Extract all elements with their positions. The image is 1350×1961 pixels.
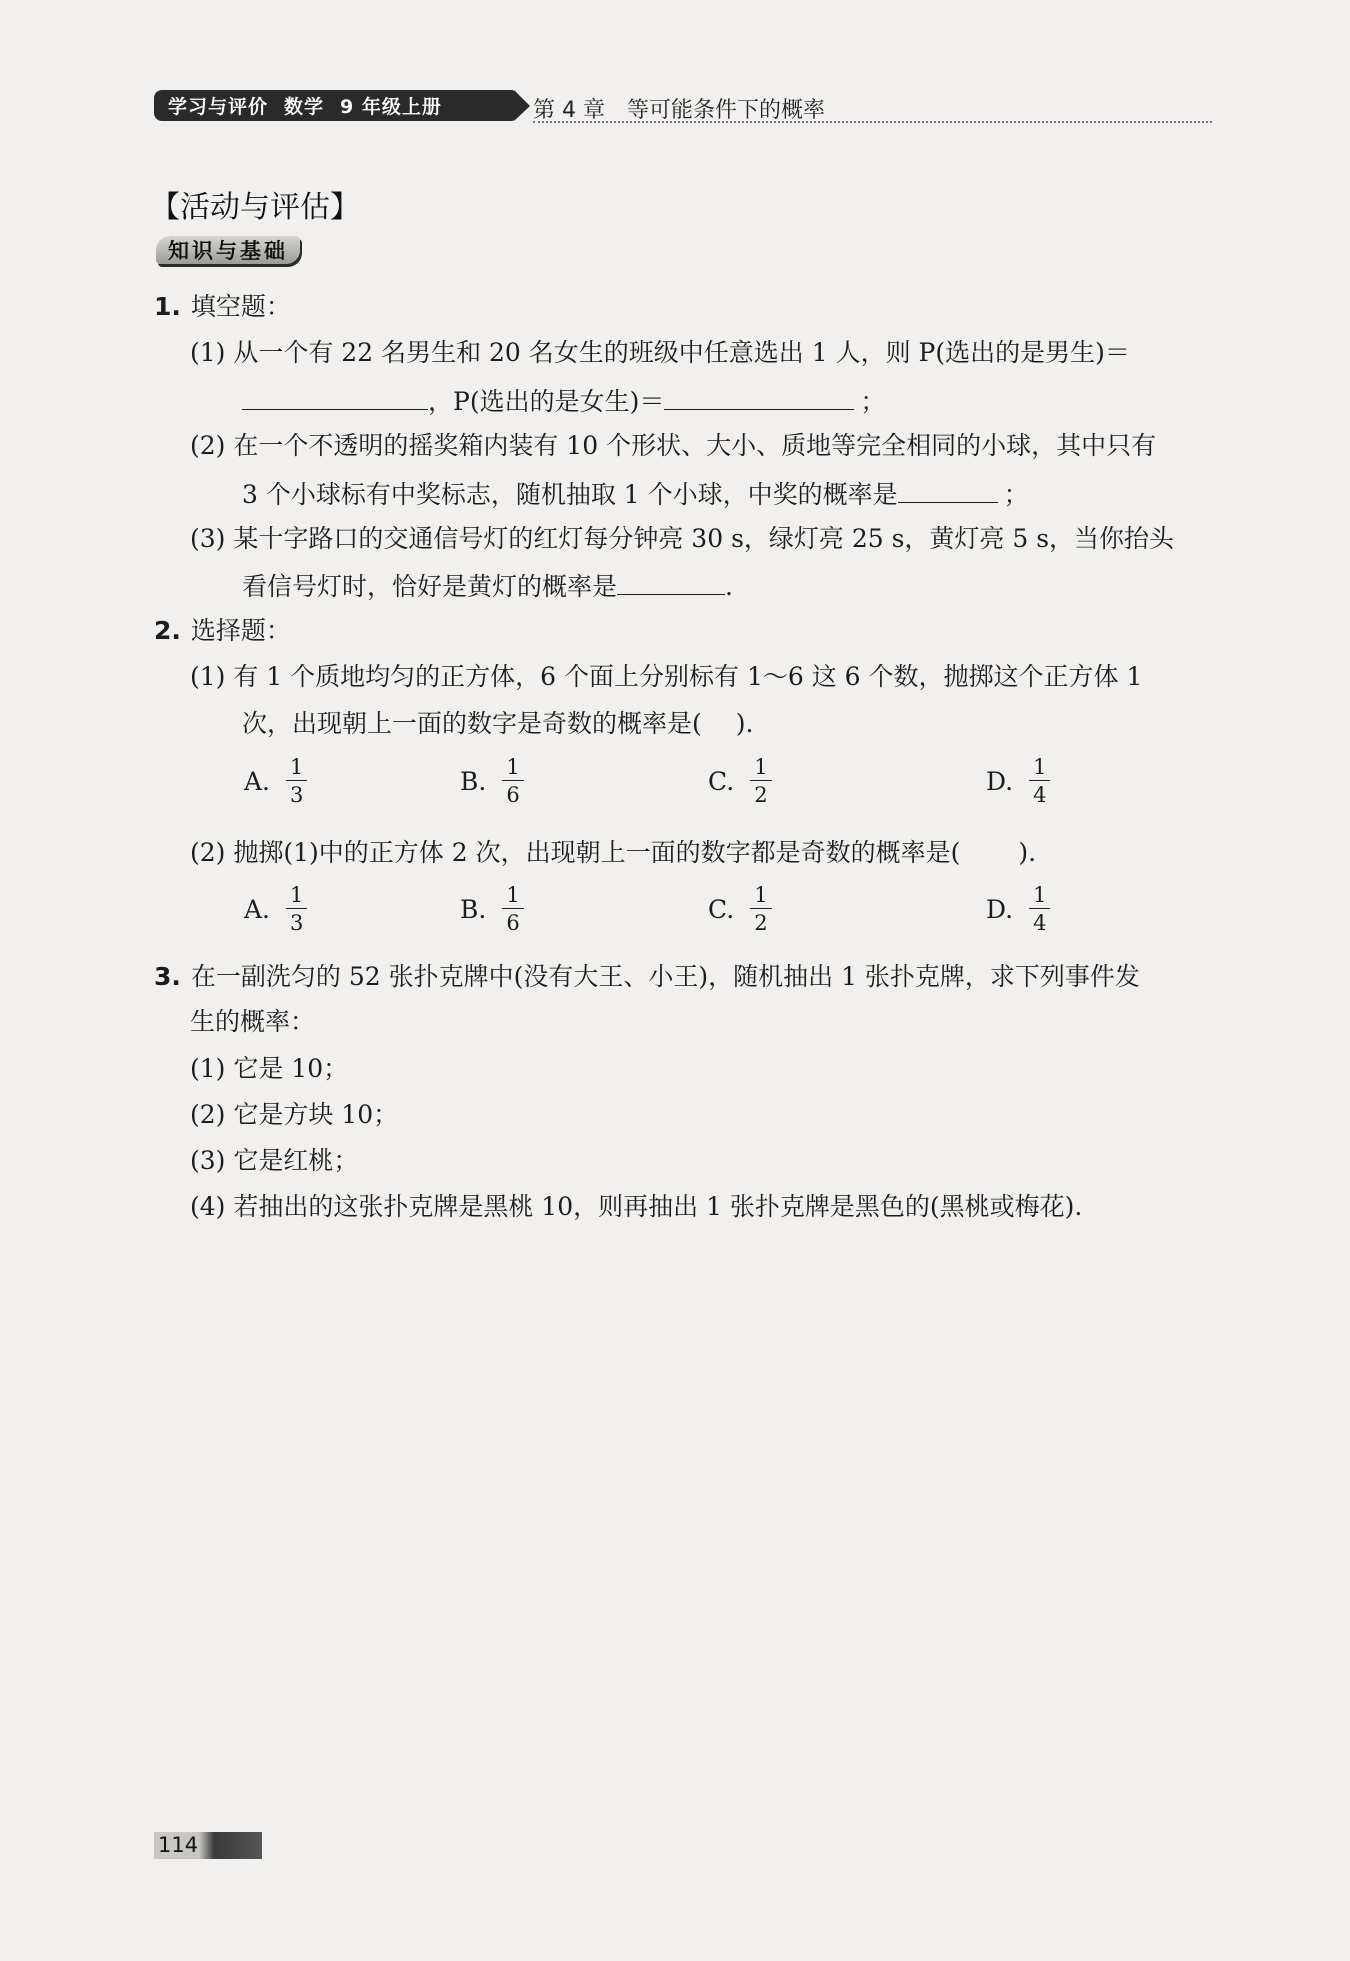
denominator: 3 — [290, 911, 304, 935]
option-label: D. — [986, 766, 1014, 796]
q2-p2-option-c[interactable] — [708, 884, 772, 934]
punctuation: ). — [1018, 838, 1037, 867]
q2-part2-text: (2) 抛掷(1)中的正方体 2 次，出现朝上一面的数字都是奇数的概率是( — [190, 838, 961, 867]
denominator: 3 — [290, 783, 304, 807]
q1-part2-line2 — [242, 476, 1029, 512]
book-grade: 9 年级上册 — [340, 96, 442, 118]
denominator: 2 — [754, 911, 768, 935]
section-title: 【活动与评估】 — [150, 190, 360, 225]
answer-blank[interactable] — [617, 568, 725, 595]
q1-part2-text: 3 个小球标有中奖标志，随机抽取 1 个小球，中奖的概率是 — [242, 480, 898, 509]
q3-item-3: (3) 它是红桃； — [190, 1146, 359, 1175]
numerator: 1 — [750, 756, 771, 781]
denominator: 4 — [1033, 783, 1047, 807]
option-label: C. — [708, 894, 735, 924]
q1-part2-line1: (2) 在一个不透明的摇奖箱内装有 10 个形状、大小、质地等完全相同的小球，其中只有 — [190, 431, 1157, 460]
question-heading: 填空题： — [190, 292, 291, 321]
q1-part3-line1: (3) 某十字路口的交通信号灯的红灯每分钟亮 30 s，绿灯亮 25 s，黄灯亮 5 s，当你抬头 — [190, 524, 1175, 553]
header-dotted-rule — [533, 121, 1212, 123]
answer-blank[interactable] — [898, 476, 998, 503]
option-label: A. — [244, 894, 271, 924]
option-label: C. — [708, 766, 735, 796]
denominator: 4 — [1033, 911, 1047, 935]
subsection-badge: 知识与基础 — [156, 236, 300, 264]
book-subject: 数学 — [284, 96, 325, 118]
denominator: 2 — [754, 783, 768, 807]
punctuation: ； — [860, 387, 886, 416]
q2-p2-option-b[interactable] — [460, 884, 524, 934]
q2-part1-line2 — [242, 707, 753, 741]
question-number: 3. — [154, 962, 181, 991]
question-2-title — [154, 614, 291, 648]
denominator: 6 — [506, 911, 520, 935]
q2-p1-option-d[interactable] — [986, 756, 1050, 806]
denominator: 6 — [506, 783, 520, 807]
question-text: 在一副洗匀的 52 张扑克牌中(没有大王、小王)，随机抽出 1 张扑克牌，求下列事件发 — [190, 962, 1140, 991]
fraction — [750, 756, 771, 806]
punctuation: ). — [735, 709, 754, 738]
chapter-number: 第 4 章 — [533, 98, 605, 123]
q2-part2-line1 — [190, 836, 1036, 870]
numerator: 1 — [750, 884, 771, 909]
question-heading: 选择题： — [190, 616, 291, 645]
answer-blank[interactable] — [242, 383, 428, 410]
numerator: 1 — [286, 884, 307, 909]
option-label: A. — [244, 766, 271, 796]
fraction — [286, 884, 307, 934]
punctuation: . — [725, 572, 733, 601]
numerator: 1 — [1029, 884, 1050, 909]
fraction — [1029, 884, 1050, 934]
fraction — [502, 756, 523, 806]
book-badge — [154, 90, 514, 121]
chapter-heading — [533, 93, 847, 124]
q3-item-2: (2) 它是方块 10； — [190, 1100, 399, 1129]
numerator: 1 — [502, 884, 523, 909]
q1-part3-line2 — [242, 568, 733, 604]
q1-part3-text: 看信号灯时，恰好是黄灯的概率是 — [242, 572, 618, 601]
punctuation: ； — [1003, 480, 1029, 509]
q2-p1-option-a[interactable] — [244, 756, 307, 806]
numerator: 1 — [286, 756, 307, 781]
q3-item-4: (4) 若抽出的这张扑克牌是黑桃 10，则再抽出 1 张扑克牌是黑色的(黑桃或梅花). — [190, 1192, 1083, 1221]
fraction — [286, 756, 307, 806]
q2-part1-text: 次，出现朝上一面的数字是奇数的概率是( — [242, 709, 702, 738]
book-series: 学习与评价 — [168, 96, 269, 118]
q3-item-1: (1) 它是 10； — [190, 1054, 349, 1083]
fraction — [1029, 756, 1050, 806]
numerator: 1 — [1029, 756, 1050, 781]
option-label: B. — [460, 766, 487, 796]
q1-part1-line2 — [242, 383, 885, 419]
option-label: B. — [460, 894, 487, 924]
q1-part1-line1: (1) 从一个有 22 名男生和 20 名女生的班级中任意选出 1 人，则 P(选出的是男生)＝ — [190, 338, 1130, 367]
fraction — [750, 884, 771, 934]
running-header — [154, 89, 1212, 125]
question-3-line2: 生的概率： — [190, 1007, 316, 1036]
page-number: 114 — [158, 1833, 199, 1857]
q2-p1-option-b[interactable] — [460, 756, 524, 806]
q2-p2-option-d[interactable] — [986, 884, 1050, 934]
question-number: 1. — [154, 292, 181, 321]
question-number: 2. — [154, 616, 181, 645]
chapter-title: 等可能条件下的概率 — [626, 98, 825, 123]
question-3-line1 — [154, 960, 1140, 994]
question-1-title — [154, 290, 291, 324]
numerator: 1 — [502, 756, 523, 781]
q2-p2-option-a[interactable] — [244, 884, 307, 934]
answer-blank[interactable] — [664, 383, 854, 410]
q2-part1-line1: (1) 有 1 个质地均匀的正方体，6 个面上分别标有 1～6 这 6 个数，抛掷这个正方体 1 — [190, 662, 1143, 691]
option-label: D. — [986, 894, 1014, 924]
q2-p1-option-c[interactable] — [708, 756, 772, 806]
q1-part1-text: ，P(选出的是女生)＝ — [428, 387, 665, 416]
fraction — [502, 884, 523, 934]
